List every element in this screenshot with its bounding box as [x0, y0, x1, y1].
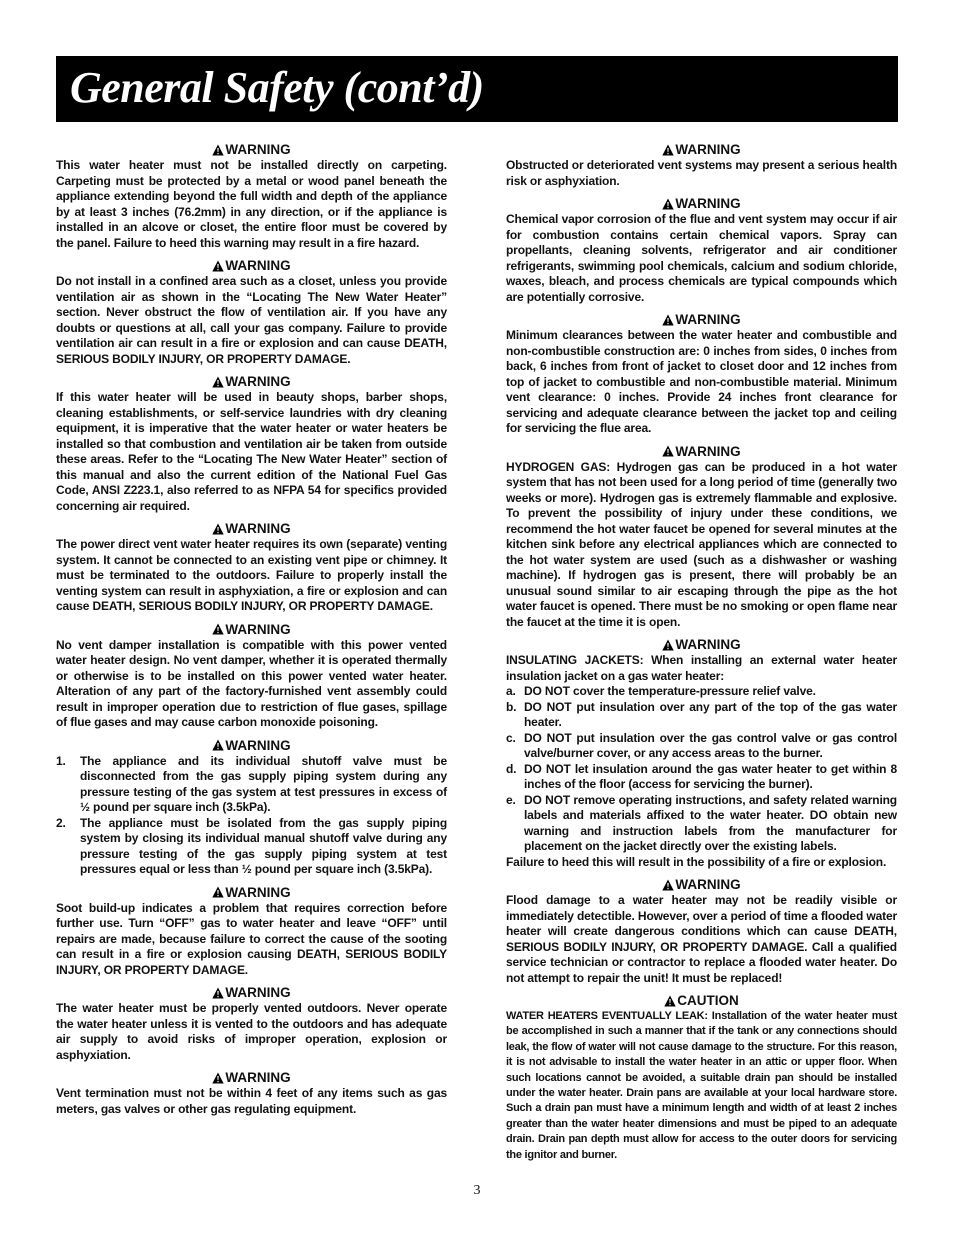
warning-block	[56, 373, 447, 514]
warning-text: HYDROGEN GAS: Hydrogen gas can be produced in a hot water system that has not been used for a long period of time (generally two weeks or more). Hydrogen gas is extremely flammable and explosive. To prevent the possibility of injury under these conditions, we recommend the hot water faucet be opened for several minutes at the kitchen sink before any electrical appliances which are connected to the hot water system are used (such as a dishwasher or washing machine). If hydrogen gas is present, there will probably be an unusual sound similar to air escaping through the pipe as the hot water faucet is opened. There must be no smoking or open flame near the faucet at the time it is open.	[506, 459, 897, 629]
list-item-text: DO NOT put insulation over the gas control valve or gas control valve/burner cover, or any access areas to the burner.	[524, 730, 897, 760]
warning-heading-label: WARNING	[675, 142, 741, 157]
warning-triangle-icon	[212, 987, 224, 999]
warning-block	[56, 884, 447, 979]
warning-triangle-icon	[212, 739, 224, 751]
warning-block	[506, 636, 897, 870]
warning-heading	[506, 141, 897, 158]
warning-triangle-icon	[662, 198, 674, 210]
warning-heading	[56, 737, 447, 754]
warning-heading-label: WARNING	[225, 737, 291, 753]
right-column	[506, 141, 897, 1169]
warning-heading-label: WARNING	[225, 142, 291, 157]
title-banner	[56, 56, 898, 122]
warning-triangle-icon	[212, 623, 224, 635]
warning-triangle-icon	[662, 445, 674, 457]
warning-footnote: Failure to heed this will result in the possibility of a fire or explosion.	[506, 854, 887, 869]
warning-block	[56, 737, 447, 878]
warning-triangle-icon	[662, 314, 674, 326]
warning-list	[506, 684, 897, 855]
warning-triangle-icon	[212, 144, 224, 156]
warning-block	[506, 876, 897, 986]
warning-heading-label: WARNING	[225, 884, 291, 900]
list-marker: b.	[506, 699, 517, 714]
warning-heading-label: WARNING	[225, 621, 291, 637]
warning-triangle-icon	[662, 639, 674, 651]
warning-heading-label: WARNING	[675, 196, 741, 211]
warning-heading-label: CAUTION	[677, 993, 739, 1008]
warning-heading-label: WARNING	[675, 443, 741, 459]
warning-text: Flood damage to a water heater may not be readily visible or immediately detectible. However, over a period of time a flooded water heater will create dangerous conditions which can cause DEATH, SERIOUS BODILY INJURY, OR PROPERTY DAMAGE. Call a qualified service technician or contractor to replace a flooded water heater. Do not attempt to repair the unit! It must be replaced!	[506, 893, 897, 985]
warning-heading-label: WARNING	[675, 312, 741, 327]
warning-triangle-icon	[212, 523, 224, 535]
list-item-text: The appliance must be isolated from the gas supply piping system by closing its individual manual shutoff valve during any pressure testing of the gas supply piping system at test pressures equal or less than ½ pound per square inch (3.5kPa).	[80, 815, 447, 876]
warning-triangle-icon	[212, 376, 224, 388]
warning-list	[56, 754, 447, 878]
warning-text: Do not install in a confined area such as a closet, unless you provide ventilation air as shown in the “Locating The New Water Heater” section. Never obstruct the flow of ventilation air. If you have any doubts or questions at all, call your gas company. Failure to provide ventilation air can result in a fire or explosion and can cause DEATH, SERIOUS BODILY INJURY, OR PROPERTY DAMAGE.	[56, 274, 447, 366]
warning-text: Minimum clearances between the water heater and combustible and non-combustible construction are: 0 inches from sides, 0 inches from back, 6 inches from front of jacket to closet door and 12 inches from top of jacket to combustible and non-combustible material. Minimum vent clearance: 0 inches. Provide 24 inches front clearance for servicing and adequate clearance between the jacket top and ceiling for servicing the flue area.	[506, 328, 897, 435]
warning-heading	[506, 876, 897, 893]
warning-heading	[56, 373, 447, 390]
list-item-text: The appliance and its individual shutoff valve must be disconnected from the gas supply piping system during any pressure testing of the gas system at test pressures in excess of ½ pound per square inch (3.5kPa).	[80, 753, 447, 814]
warning-list-item	[506, 793, 897, 855]
warning-block	[56, 984, 447, 1063]
warning-text: WATER HEATERS EVENTUALLY LEAK: Installation of the water heater must be accomplished in such a manner that if the tank or any connections should leak, the flow of water will not cause damage to the structure. For this reason, it is not advisable to install the water heater in an attic or upper floor. When such locations cannot be avoided, a suitable drain pan should be installed under the water heater. Drain pans are available at your local hardware store. Such a drain pan must have a minimum length and width of at least 2 inches greater than the water heater dimensions and must be piped to an adequate drain. Drain pan depth must allow for access to the outer doors for servicing the ignitor and burner.	[506, 1010, 897, 1161]
list-item-text: DO NOT remove operating instructions, and safety related warning labels and materials affixed to the water heater. DO obtain new warning and instruction labels from the manufacturer for placement on the jacket directly over the existing labels.	[524, 792, 897, 853]
warning-heading	[506, 636, 897, 653]
warning-list-item	[506, 762, 897, 793]
warning-list-item	[506, 684, 897, 700]
list-marker: a.	[506, 684, 516, 698]
warning-block	[506, 443, 897, 631]
warning-list-item	[506, 731, 897, 762]
warning-block	[506, 311, 897, 437]
warning-triangle-icon	[664, 995, 676, 1007]
warning-text: INSULATING JACKETS: When installing an external water heater insulation jacket on a gas water heater:	[506, 653, 897, 683]
warning-block	[506, 992, 897, 1163]
warning-block	[56, 520, 447, 615]
warning-heading-label: WARNING	[225, 521, 291, 536]
warning-list-item	[56, 816, 447, 878]
list-marker: d.	[506, 761, 517, 776]
warning-heading	[506, 992, 897, 1009]
warning-heading	[56, 984, 447, 1001]
warning-block	[56, 257, 447, 367]
warning-heading	[56, 1069, 447, 1086]
warning-list-item	[56, 754, 447, 816]
left-column	[56, 141, 447, 1123]
warning-heading-label: WARNING	[675, 877, 741, 892]
warning-heading	[56, 621, 447, 638]
warning-heading	[56, 520, 447, 537]
warning-heading-label: WARNING	[225, 985, 291, 1000]
list-item-text: DO NOT put insulation over any part of the top of the gas water heater.	[524, 699, 897, 729]
page-number: 3	[473, 1183, 481, 1198]
list-marker: c.	[506, 730, 516, 745]
warning-text: If this water heater will be used in beauty shops, barber shops, cleaning establishments, or self-service laundries with dry cleaning equipment, it is imperative that the water heater or water heaters be installed so that combustion and ventilation air be taken from outside these areas. Refer to the “Locating The New Water Heater” section of this manual and also the current edition of the National Fuel Gas Code, ANSI Z223.1, also referred to as NFPA 54 for specifics provided concerning air required.	[56, 390, 447, 513]
warning-text: Obstructed or deteriorated vent systems may present a serious health risk or asphyxiation.	[506, 158, 897, 188]
warning-triangle-icon	[212, 886, 224, 898]
warning-text: Soot build-up indicates a problem that requires correction before further use. Turn “OFF” gas to water heater and leave “OFF” until repairs are made, because failure to correct the cause of the sooting can result in a fire or explosion causing DEATH, SERIOUS BODILY INJURY, OR PROPERTY DAMAGE.	[56, 900, 447, 977]
warning-triangle-icon	[212, 1072, 224, 1084]
warning-heading-label: WARNING	[225, 258, 291, 273]
warning-block	[506, 141, 897, 189]
warning-heading	[506, 443, 897, 460]
warning-text: The water heater must be properly vented outdoors. Never operate the water heater unless it is vented to the outdoors and has adequate air supply to avoid risks of improper operation, explosion or asphyxiation.	[56, 1001, 447, 1062]
warning-text: Vent termination must not be within 4 feet of any items such as gas meters, gas valves or other gas regulating equipment.	[56, 1086, 447, 1116]
warning-heading-label: WARNING	[675, 637, 741, 652]
warning-heading	[56, 141, 447, 158]
warning-block	[56, 1069, 447, 1117]
warning-block	[506, 195, 897, 305]
warning-text: No vent damper installation is compatible with this power vented water heater design. No vent damper, whether it is operated thermally or otherwise is to be installed on this power vented water heater. Alteration of any part of the factory-furnished vent assembly could result in improper operation due to restriction of flue gases, spillage of flue gases and may cause carbon monoxide poisoning.	[56, 637, 447, 729]
page-title: General Safety (cont’d)	[70, 63, 484, 112]
warning-block	[56, 141, 447, 251]
list-marker: 2.	[56, 815, 66, 830]
warning-list-item	[506, 700, 897, 731]
warning-triangle-icon	[662, 144, 674, 156]
warning-block	[56, 621, 447, 731]
warning-heading	[506, 311, 897, 328]
list-item-text: DO NOT cover the temperature-pressure relief valve.	[524, 684, 816, 698]
list-marker: e.	[506, 792, 516, 807]
warning-heading-label: WARNING	[225, 1070, 291, 1085]
warning-heading	[56, 257, 447, 274]
warning-text: This water heater must not be installed directly on carpeting. Carpeting must be protected by a metal or wood panel beneath the appliance extending beyond the full width and depth of the appliance by at least 3 inches (76.2mm) in any direction, or if the appliance is installed in an alcove or closet, the entire floor must be covered by the panel. Failure to heed this warning may result in a fire hazard.	[56, 158, 447, 250]
list-item-text: DO NOT let insulation around the gas water heater to get within 8 inches of the floor (access for servicing the burner).	[524, 761, 897, 791]
warning-text: The power direct vent water heater requires its own (separate) venting system. It cannot be connected to an existing vent pipe or chimney. It must be terminated to the outdoors. Failure to properly install the venting system can result in asphyxiation, a fire or explosion and can cause DEATH, SERIOUS BODILY INJURY, OR PROPERTY DAMAGE.	[56, 537, 447, 613]
list-marker: 1.	[56, 753, 66, 768]
warning-triangle-icon	[662, 879, 674, 891]
warning-heading	[506, 195, 897, 212]
warning-text: Chemical vapor corrosion of the flue and vent system may occur if air for combustion contains certain chemical vapors. Spray can propellants, cleaning solvents, refrigerator and air conditioner refrigerants, swimming pool chemicals, calcium and sodium chloride, waxes, bleach, and process chemicals are typical compounds which are potentially corrosive.	[506, 212, 897, 304]
warning-heading-label: WARNING	[225, 374, 291, 389]
warning-triangle-icon	[212, 260, 224, 272]
warning-heading	[56, 884, 447, 901]
